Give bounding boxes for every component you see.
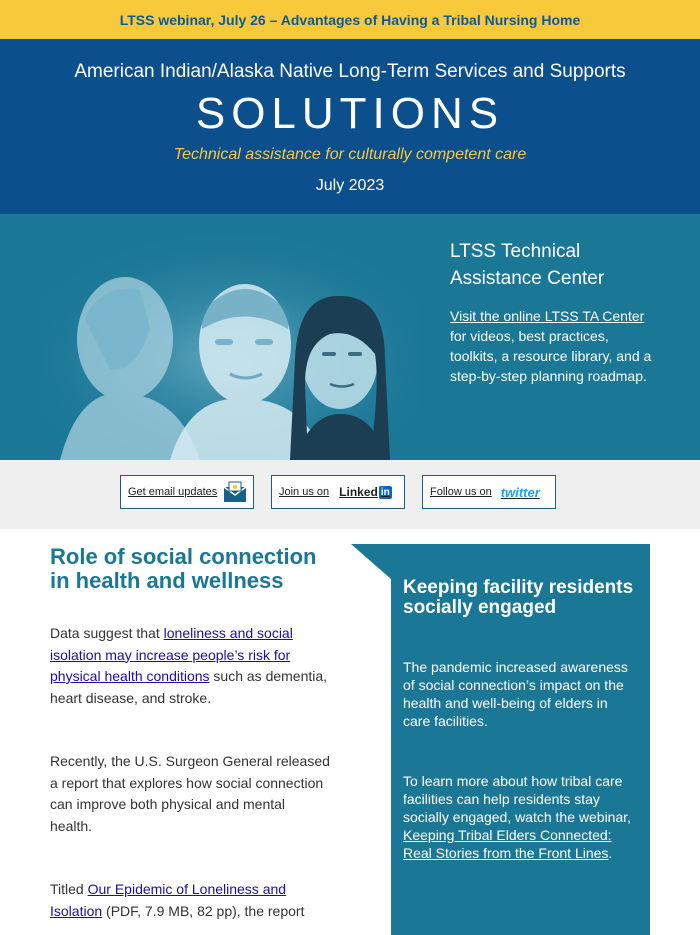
- article-paragraph-2: Recently, the U.S. Surgeon General released a report that explores how social connection can improve both physical and mental health.: [50, 753, 330, 834]
- email-updates-button[interactable]: [120, 475, 254, 509]
- webinar-recording-link[interactable]: Keeping Tribal Elders Connected: Real Stories from the Front Lines: [403, 827, 612, 861]
- sidebar-p2-prefix: To learn more about how tribal care facilities can help residents stay socially engaged, watch the webinar,: [403, 773, 632, 825]
- surgeon-general-report-link[interactable]: Our Epidemic of Loneliness and Isolation: [50, 881, 287, 919]
- ta-center-link[interactable]: Visit the online LTSS TA Center: [450, 308, 645, 324]
- linkedin-button[interactable]: [271, 475, 405, 509]
- ta-center-panel: [450, 238, 660, 386]
- ta-center-description: [450, 306, 660, 386]
- elders-portrait-photo: [40, 234, 420, 460]
- email-updates-label: Get email updates: [128, 486, 218, 498]
- ta-center-heading: LTSS Technical Assistance Center: [450, 241, 605, 289]
- linkedin-icon: [339, 485, 392, 499]
- twitter-icon: twitter: [500, 484, 540, 500]
- article-social-connection: [50, 545, 330, 935]
- article-heading: Role of social connection in health and wellness: [50, 544, 317, 593]
- sidebar-paragraph-2: [403, 772, 638, 862]
- article-p1-prefix: Data suggest that: [50, 625, 164, 641]
- social-bar: [0, 460, 700, 529]
- sidebar-heading: Keeping facility residents socially engaged: [403, 577, 634, 618]
- issue-date: July 2023: [315, 177, 385, 194]
- envelope-icon: [223, 481, 247, 503]
- twitter-button[interactable]: [422, 475, 556, 509]
- article-paragraph-3: [50, 879, 330, 922]
- article-p1-suffix: such as dementia, heart disease, and stroke.: [50, 668, 328, 706]
- article-p3-suffix: (PDF, 7.9 MB, 82 pp), the report: [102, 902, 305, 919]
- linkedin-badge: in: [380, 486, 390, 498]
- twitter-label: Follow us on: [430, 486, 492, 498]
- sidebar-corner-fold: [351, 544, 391, 579]
- main-content: [0, 529, 700, 935]
- hero-section: [0, 214, 700, 460]
- article-p3-prefix: Titled: [50, 881, 88, 897]
- sidebar-p2-suffix: .: [608, 845, 613, 861]
- loneliness-risk-link[interactable]: loneliness and social isolation may increase people’s risk for physical health conditions: [50, 625, 293, 684]
- newsletter-header: [0, 39, 700, 214]
- webinar-banner-link[interactable]: LTSS webinar, July 26 – Advantages of Having a Tribal Nursing Home: [119, 11, 581, 28]
- ta-center-body: for videos, best practices, toolkits, a resource library, and a step-by-step planning roadmap.: [450, 328, 652, 384]
- linkedin-label: Join us on: [279, 486, 330, 498]
- linkedin-brand: Linked: [339, 485, 378, 499]
- header-tagline: Technical assistance for culturally competent care: [173, 146, 527, 163]
- newsletter-title: SOLUTIONS: [195, 89, 505, 138]
- header-subtitle: American Indian/Alaska Native Long-Term Services and Supports: [74, 61, 626, 82]
- sidebar-residents-engaged: [391, 544, 650, 935]
- article-paragraph-1: [50, 623, 330, 709]
- sidebar-paragraph-1: The pandemic increased awareness of social connection’s impact on the health and well-being of elders in care facilities.: [403, 659, 628, 729]
- top-banner: [0, 0, 700, 39]
